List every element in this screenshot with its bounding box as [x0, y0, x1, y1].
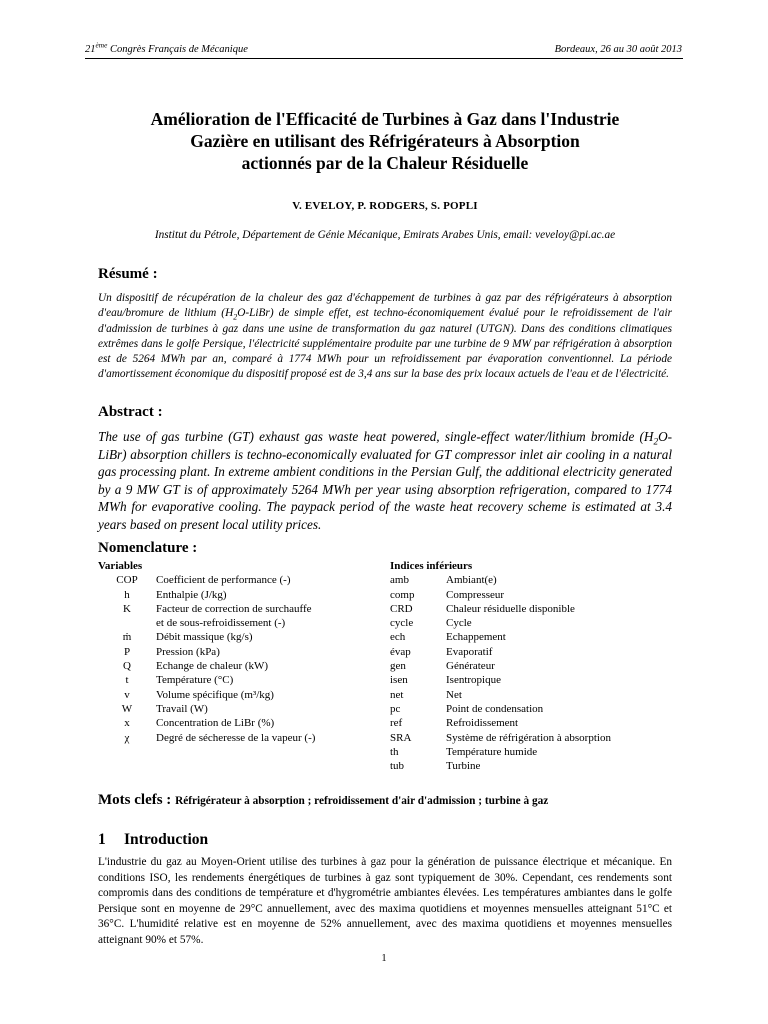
nomenclature-symbol: isen [390, 674, 408, 687]
nomenclature-description: Echappement [446, 631, 506, 644]
indices-heading: Indices inférieurs [390, 560, 473, 572]
nomenclature-description: Compresseur [446, 588, 505, 601]
nomenclature-description: Travail (W) [156, 702, 208, 715]
nomenclature-row [390, 745, 676, 759]
nomenclature-row [390, 659, 676, 673]
nomenclature-symbol: Q [123, 660, 131, 673]
nomenclature-symbol: comp [390, 588, 415, 601]
nomenclature-symbol: SRA [390, 731, 412, 744]
nomenclature-description: Degré de sécheresse de la vapeur (-) [156, 731, 316, 744]
nomenclature-symbol: ref [390, 717, 403, 730]
nomenclature-description: Volume spécifique (m³/kg) [156, 688, 274, 701]
nomenclature-row [390, 630, 676, 644]
keywords-text: Réfrigérateur à absorption ; refroidissement d'air d'admission ; turbine à gaz [175, 795, 549, 807]
nomenclature-row [390, 588, 676, 602]
nomenclature-row [98, 630, 396, 644]
nomenclature-symbol: amb [390, 574, 409, 587]
nomenclature-row [98, 716, 396, 730]
nomenclature-symbol: évap [390, 645, 411, 658]
nomenclature-row [98, 616, 396, 630]
nomenclature-symbol: tub [390, 760, 405, 773]
nomenclature-row [98, 688, 396, 702]
nomenclature-symbol: t [125, 674, 129, 687]
nomenclature-symbol: χ [124, 731, 130, 744]
nomenclature-row [98, 645, 396, 659]
nomenclature-symbol: COP [116, 574, 138, 587]
nomenclature-row [390, 573, 676, 587]
variables-column [98, 559, 396, 745]
header-divider [85, 58, 683, 59]
affiliation: Institut du Pétrole, Département de Génie Mécanique, Emirats Arabes Unis, email: veveloy@pi.ac.ae [154, 229, 616, 241]
indices-column [390, 559, 676, 773]
nomenclature-symbol: net [390, 688, 404, 701]
nomenclature-description: Turbine [446, 760, 481, 773]
keywords-label: Mots clefs : [98, 792, 176, 808]
nomenclature-description: Echange de chaleur (kW) [156, 660, 269, 673]
nomenclature-description: Point de condensation [446, 702, 544, 715]
nomenclature-row [98, 659, 396, 673]
paper-title: Amélioration de l'Efficacité de Turbines à Gaz dans l'Industrie Gazière en utilisant des Réfrigérateurs à Absorption actionnés par de la Chaleur Résiduelle [150, 109, 620, 173]
nomenclature-description: Evaporatif [446, 645, 493, 658]
nomenclature-description: Refroidissement [446, 717, 519, 730]
resume-text: Un dispositif de récupération de la chaleur des gaz d'échappement de turbines à gaz par des réfrigérateurs à absorption d'eau/bromure de lithium $(H_2O-LiBr)$ de simple effet, est techno-économiquement évalué pour le refroidissement de l'air d'admission de turbines à gaz dans une usine de transformation du gaz naturel (UTGN). Dans des conditions climatiques extrêmes dans le golfe Persique, l'électricité supplémentaire produite par une turbine de 9 MW par réfrigération à absorption est de 5264 MWh par an, comparé à 1774 MWh pour un refroidissement par évaporation conventionnel. La période d'amortissement économique du dispositif proposé est de 3,4 ans sur la base des prix locaux actuels de l'eau et de l'électricité. [98, 292, 672, 381]
nomenclature-row [390, 645, 676, 659]
nomenclature-description: Température humide [446, 745, 538, 758]
nomenclature-description: Coefficient de performance (-) [156, 574, 291, 587]
nomenclature-row [390, 616, 676, 630]
nomenclature-row [98, 573, 396, 587]
nomenclature-row [390, 731, 676, 745]
authors: V. EVELOY, P. RODGERS, S. POPLI [292, 200, 478, 212]
nomenclature-description: Pression (kPa) [156, 645, 220, 658]
nomenclature-description: Chaleur résiduelle disponible [446, 602, 575, 615]
conference-name: 21ème Congrès Français de Mécanique [85, 40, 248, 55]
nomenclature-symbol: pc [390, 702, 401, 715]
nomenclature-row [390, 673, 676, 687]
nomenclature-symbol: K [123, 602, 131, 615]
nomenclature-symbol: th [390, 745, 399, 758]
nomenclature-row [98, 702, 396, 716]
nomenclature-row [98, 602, 396, 616]
nomenclature-symbol: cycle [390, 617, 414, 630]
nomenclature-symbol: ech [390, 631, 406, 644]
nomenclature-row [390, 759, 676, 773]
page-number: 1 [381, 953, 387, 964]
nomenclature-row [390, 702, 676, 716]
nomenclature-symbol: ṁ [122, 631, 132, 644]
nomenclature-symbol: v [124, 688, 130, 701]
nomenclature-row [390, 602, 676, 616]
nomenclature-row [390, 716, 676, 730]
conference-location-date: Bordeaux, 26 au 30 août 2013 [554, 44, 682, 55]
nomenclature-description: Générateur [446, 660, 495, 673]
nomenclature-description: Isentropique [446, 674, 501, 687]
nomenclature-row [390, 688, 676, 702]
nomenclature-description: Cycle [446, 617, 472, 630]
nomenclature-symbol: P [123, 645, 131, 658]
nomenclature-symbol: gen [390, 660, 406, 673]
nomenclature-description: Ambiant(e) [446, 574, 497, 587]
nomenclature-description: Système de réfrigération à absorption [446, 731, 611, 744]
nomenclature-heading: Nomenclature : [98, 540, 198, 556]
nomenclature-description: Facteur de correction de surchauffe [156, 602, 312, 615]
nomenclature-description: et de sous-refroidissement (-) [156, 617, 286, 630]
nomenclature-symbol: h [124, 588, 130, 601]
nomenclature-symbol: W [121, 702, 133, 715]
introduction-text: L'industrie du gaz au Moyen-Orient utilise des turbines à gaz pour la génération de puissance électrique et mécanique. En conditions ISO, les rendements énergétiques de turbines à gaz sont typiquement de 30%. Cependant, ces rendements sont compromis dans des conditions de température et d'hygrométrie ambiantes élevées. Les températures ambiantes dans le golfe Persique sont en moyenne de 29°C annuellement, avec des maxima quotidiens et moyennes mensuelles atteignant 51°C et 36°C. L'humidité relative est en moyenne de 52% annuellement, avec des maxima quotidiens et moyennes mensuelles atteignant 90% et 57%. [98, 856, 672, 946]
introduction-heading: 1 Introduction [98, 831, 209, 848]
nomenclature-description: Enthalpie (J/kg) [156, 588, 227, 601]
resume-heading: Résumé : [98, 266, 158, 282]
variables-heading: Variables [98, 560, 143, 572]
nomenclature-description: Net [446, 688, 462, 701]
nomenclature-description: Concentration de LiBr (%) [156, 717, 275, 730]
nomenclature-description: Température (°C) [156, 674, 234, 687]
nomenclature-symbol: x [124, 717, 130, 730]
abstract-text: The use of gas turbine (GT) exhaust gas waste heat powered, single-effect water/lithium bromide $(H_2O-LiBr)$ absorption chillers is techno-economically evaluated for GT compressor inlet air cooling in a natural gas processing plant. In extreme ambient conditions in the Persian Gulf, the additional electricity generated by a 9 MW GT is of approximately 5264 MWh per year using absorption refrigeration, compared to 1774 MWh for evaporative cooling. The paypack period of the waste heat recovery scheme is estimated at 3.4 years based on present local utility prices. [98, 429, 672, 532]
nomenclature-row [98, 673, 396, 687]
keywords [98, 791, 548, 809]
nomenclature-row [98, 731, 396, 745]
nomenclature-description: Débit massique (kg/s) [156, 631, 253, 644]
nomenclature-symbol [98, 616, 156, 630]
nomenclature-symbol: CRD [390, 602, 413, 615]
nomenclature-row [98, 588, 396, 602]
abstract-heading: Abstract : [98, 404, 163, 420]
